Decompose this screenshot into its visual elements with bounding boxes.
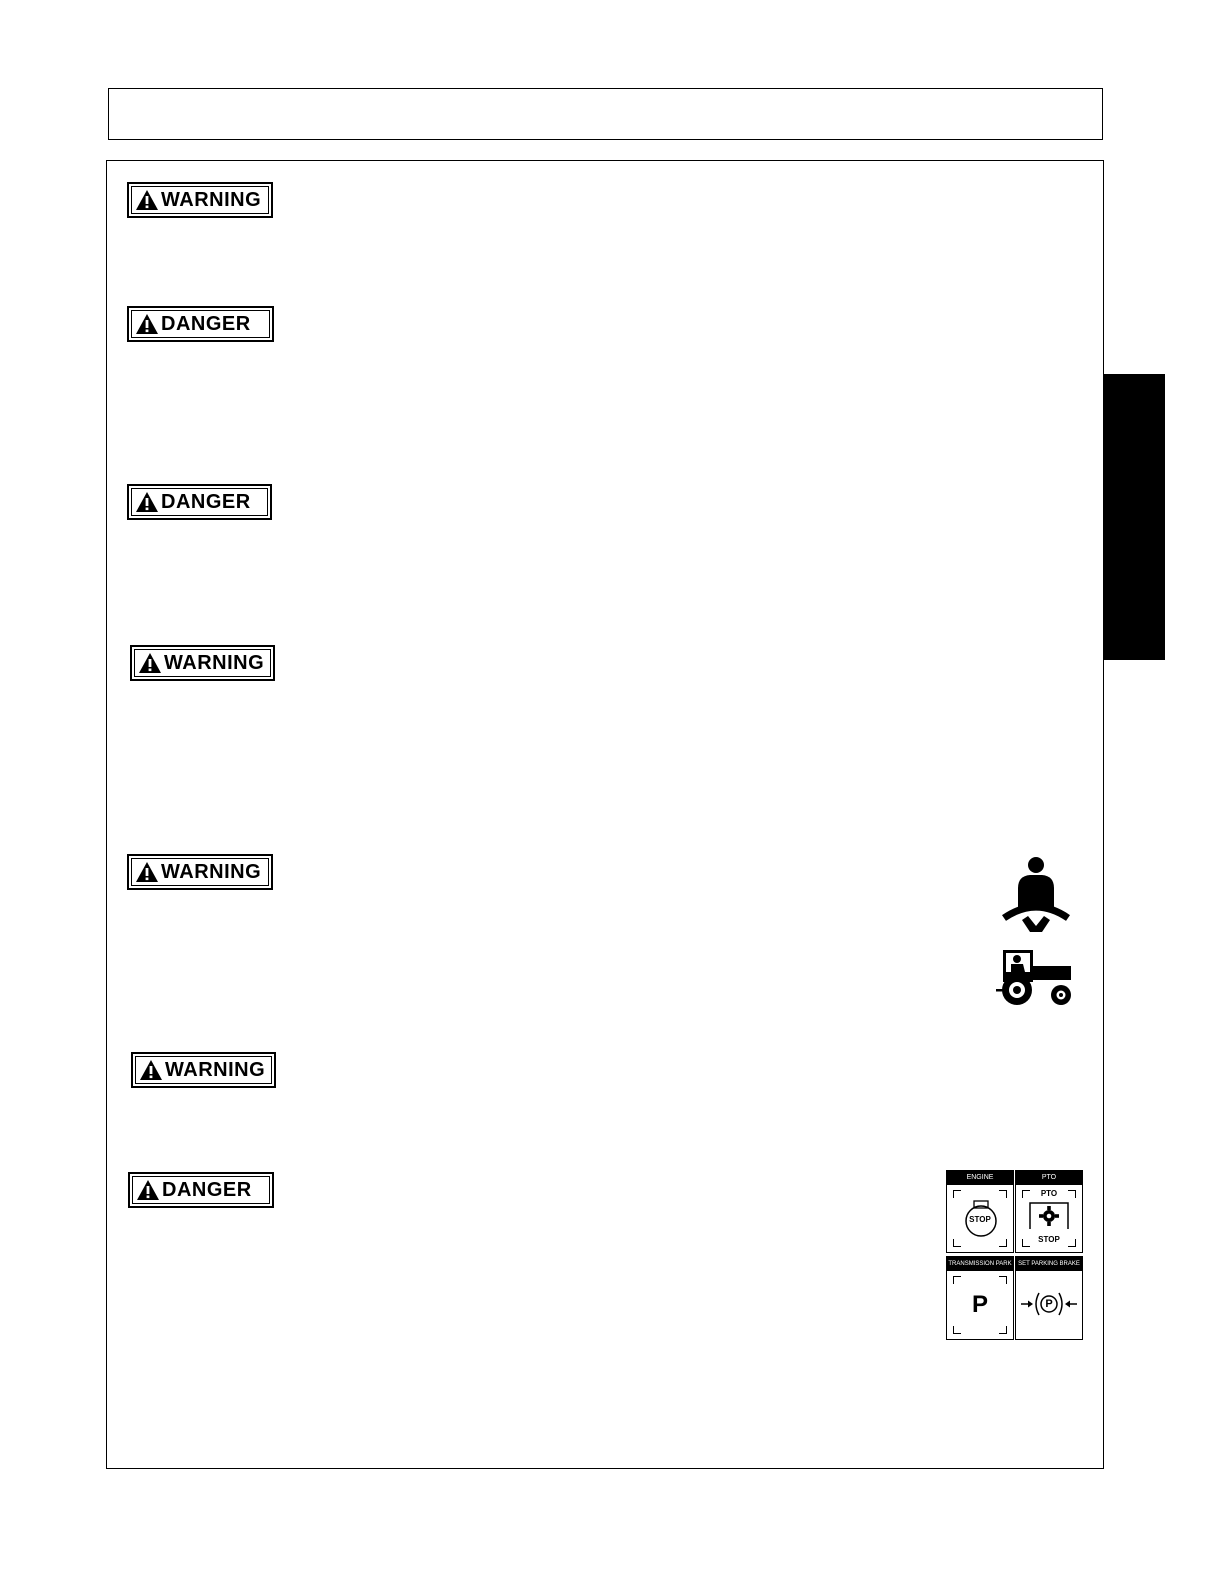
danger-label: [128, 1172, 274, 1208]
alert-triangle-icon: [135, 313, 159, 335]
parking-brake-cell: [1015, 1256, 1083, 1340]
transmission-heading: TRANSMISSION PARK: [947, 1257, 1013, 1271]
danger-label: [127, 484, 272, 520]
signal-word: WARNING: [164, 651, 265, 674]
engine-heading: ENGINE: [947, 1171, 1013, 1185]
signal-word: DANGER: [161, 312, 251, 335]
engine-stop-text: STOP: [969, 1215, 991, 1224]
pto-stop-text: STOP: [1038, 1235, 1060, 1244]
alert-triangle-icon: [135, 861, 159, 883]
signal-word: DANGER: [162, 1178, 252, 1201]
warning-label: [130, 645, 275, 681]
signal-word: DANGER: [161, 490, 251, 513]
pto-heading: PTO: [1016, 1171, 1082, 1185]
alert-triangle-icon: [139, 1059, 163, 1081]
section-side-tab: [1104, 374, 1165, 660]
signal-word: WARNING: [165, 1058, 266, 1081]
engine-stop-cell: [946, 1170, 1014, 1253]
alert-triangle-icon: [136, 1179, 160, 1201]
shutdown-procedure-panel: [946, 1170, 1084, 1340]
seatbelt-icon: [1000, 856, 1074, 934]
alert-triangle-icon: [138, 652, 162, 674]
warning-label: [127, 854, 273, 890]
warning-label: [127, 182, 273, 218]
page-header-box: [108, 88, 1103, 140]
warning-label: [131, 1052, 276, 1088]
parking-brake-heading: SET PARKING BRAKE: [1016, 1257, 1082, 1271]
pto-inner-label: PTO: [1040, 1189, 1058, 1198]
pto-stop-cell: [1015, 1170, 1083, 1253]
transmission-park-cell: [946, 1256, 1014, 1340]
danger-label: [127, 306, 274, 342]
alert-triangle-icon: [135, 189, 159, 211]
park-symbol: P: [971, 1291, 988, 1318]
signal-word: WARNING: [161, 860, 262, 883]
signal-word: WARNING: [161, 188, 262, 211]
brake-p-symbol: P: [1045, 1298, 1053, 1310]
pto-gear-icon: [1028, 1201, 1070, 1231]
tractor-operator-icon: [995, 948, 1075, 1008]
alert-triangle-icon: [135, 491, 159, 513]
